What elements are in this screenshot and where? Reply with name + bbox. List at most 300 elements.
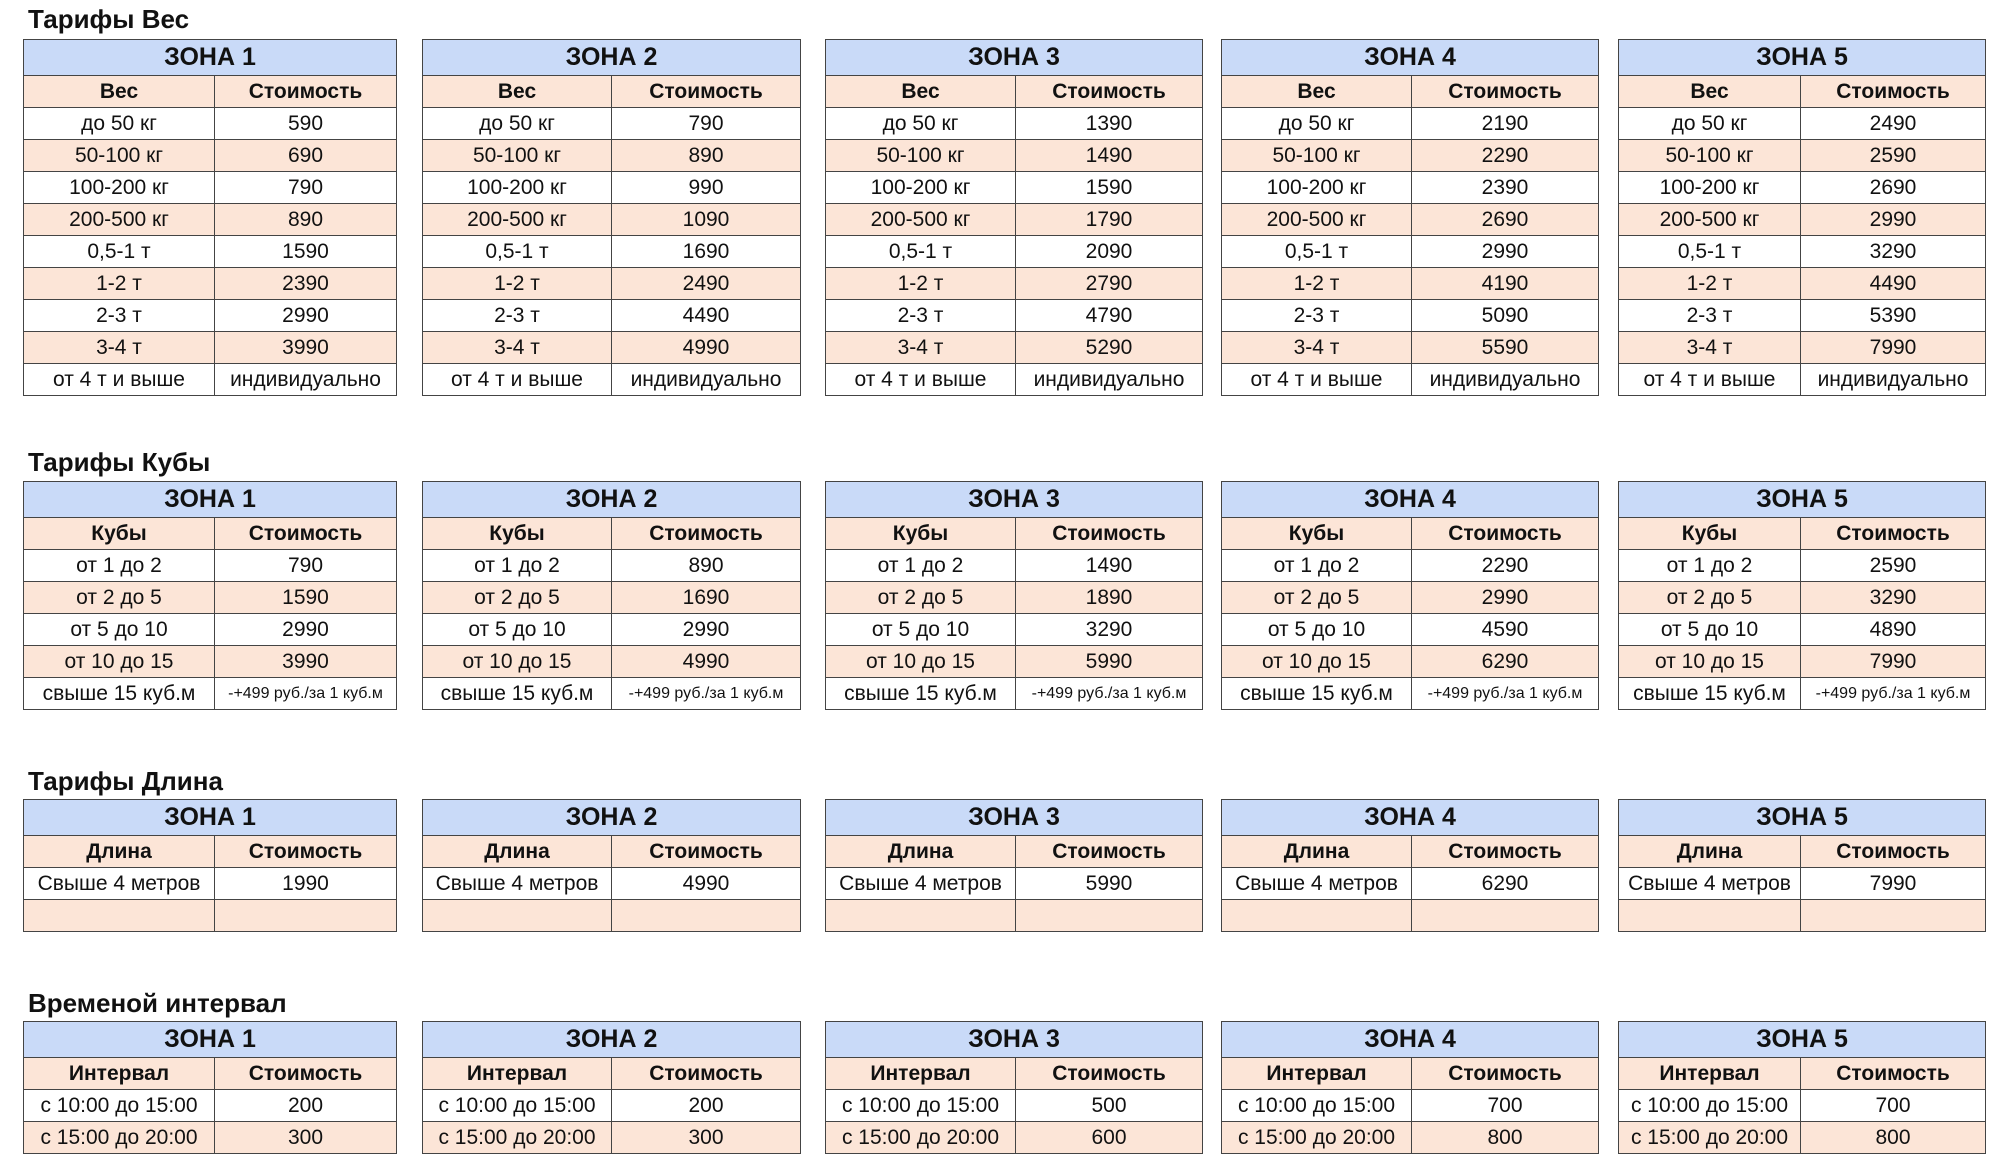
- table-row: [24, 1122, 396, 1153]
- row-cost: 300: [688, 1125, 724, 1149]
- section-title: Временой интервал: [28, 988, 287, 1018]
- table-row: [826, 172, 1202, 204]
- zone-table: [825, 1021, 1203, 1154]
- row-cost: индивидуально: [1817, 367, 1969, 391]
- table-row: [826, 900, 1202, 931]
- zone-header: ЗОНА 5: [1619, 800, 1985, 836]
- table-row: [423, 140, 800, 172]
- column-header-param: Вес: [1619, 76, 1801, 107]
- row-cost: 6290: [1481, 649, 1529, 673]
- zone-table: [23, 1021, 397, 1154]
- table-row: [1222, 614, 1598, 646]
- column-header-param: Вес: [826, 76, 1016, 107]
- table-row: [1619, 646, 1985, 678]
- table-row: [24, 900, 396, 931]
- row-label: 50-100 кг: [24, 140, 215, 171]
- column-header-row: [826, 1058, 1202, 1090]
- table-row: [826, 646, 1202, 678]
- row-cost: -+499 руб./за 1 куб.м: [1427, 684, 1583, 702]
- row-cost: 3290: [1869, 239, 1917, 263]
- row-cost: 1390: [1085, 111, 1133, 135]
- column-header-row: [1619, 518, 1985, 550]
- row-cost: 4990: [682, 871, 730, 895]
- row-label: до 50 кг: [423, 108, 612, 139]
- row-label: [1222, 900, 1412, 931]
- table-row: [24, 678, 396, 709]
- zone-table: [825, 481, 1203, 710]
- table-row: [1222, 900, 1598, 931]
- table-row: [423, 1090, 800, 1122]
- row-cost: 5990: [1085, 649, 1133, 673]
- table-row: [1222, 332, 1598, 364]
- column-header-param: Длина: [1222, 836, 1412, 867]
- row-cost: -+499 руб./за 1 куб.м: [628, 684, 784, 702]
- zone-table: [1221, 1021, 1599, 1154]
- row-label: 2-3 т: [1619, 300, 1801, 331]
- table-row: [1619, 900, 1985, 931]
- row-cost: 2990: [282, 617, 329, 641]
- row-label: 3-4 т: [1619, 332, 1801, 363]
- column-header-param: Длина: [24, 836, 215, 867]
- zone-header: ЗОНА 4: [1222, 40, 1598, 76]
- zone-table: [422, 799, 801, 932]
- row-label: [423, 900, 612, 931]
- row-label: 2-3 т: [826, 300, 1016, 331]
- table-row: [423, 268, 800, 300]
- row-label: свыше 15 куб.м: [423, 678, 612, 709]
- row-cost: 4890: [1869, 617, 1917, 641]
- table-row: [1619, 582, 1985, 614]
- row-cost: 4790: [1085, 303, 1133, 327]
- row-label: от 2 до 5: [826, 582, 1016, 613]
- row-cost: 7990: [1869, 649, 1917, 673]
- row-label: 0,5-1 т: [24, 236, 215, 267]
- zone-header: ЗОНА 2: [423, 800, 800, 836]
- table-row: [1619, 204, 1985, 236]
- column-header-param: Интервал: [24, 1058, 215, 1089]
- table-row: [1222, 268, 1598, 300]
- table-row: [1619, 140, 1985, 172]
- zone-table: [23, 481, 397, 710]
- table-row: [826, 300, 1202, 332]
- row-label: от 4 т и выше: [24, 364, 215, 395]
- row-label: 50-100 кг: [826, 140, 1016, 171]
- row-cost: 200: [287, 1093, 324, 1117]
- row-label: 100-200 кг: [24, 172, 215, 203]
- column-header-cost: Стоимость: [1448, 1061, 1562, 1085]
- row-cost: [612, 900, 800, 931]
- zone-table: [825, 39, 1203, 396]
- row-cost: 2290: [1481, 143, 1529, 167]
- row-label: 2-3 т: [1222, 300, 1412, 331]
- row-label: от 4 т и выше: [826, 364, 1016, 395]
- row-cost: 700: [1875, 1093, 1911, 1117]
- table-row: [423, 1122, 800, 1153]
- column-header-row: [1222, 518, 1598, 550]
- column-header-cost: Стоимость: [1836, 521, 1950, 545]
- table-row: [24, 550, 396, 582]
- table-row: [24, 204, 396, 236]
- row-cost: 4590: [1481, 617, 1529, 641]
- row-cost: 2590: [1869, 553, 1917, 577]
- table-row: [24, 268, 396, 300]
- row-cost: 2990: [1481, 585, 1529, 609]
- row-cost: 2690: [1481, 207, 1529, 231]
- table-row: [826, 364, 1202, 395]
- column-header-row: [24, 1058, 396, 1090]
- table-row: [1222, 140, 1598, 172]
- row-label: [24, 900, 215, 931]
- column-header-param: Интервал: [1619, 1058, 1801, 1089]
- table-row: [24, 140, 396, 172]
- table-row: [826, 1090, 1202, 1122]
- zone-table: [1221, 39, 1599, 396]
- column-header-cost: Стоимость: [1836, 839, 1950, 863]
- table-row: [1222, 236, 1598, 268]
- table-row: [826, 108, 1202, 140]
- column-header-cost: Стоимость: [248, 79, 363, 103]
- table-row: [826, 614, 1202, 646]
- row-label: Свыше 4 метров: [826, 868, 1016, 899]
- row-cost: -+499 руб./за 1 куб.м: [1031, 684, 1187, 702]
- column-header-cost: Стоимость: [649, 521, 763, 545]
- row-cost: [215, 900, 396, 931]
- row-cost: 2390: [1481, 175, 1529, 199]
- table-row: [423, 550, 800, 582]
- row-label: 1-2 т: [826, 268, 1016, 299]
- table-row: [1619, 268, 1985, 300]
- row-cost: 1990: [282, 871, 329, 895]
- table-row: [1619, 868, 1985, 900]
- table-row: [1222, 300, 1598, 332]
- table-row: [826, 550, 1202, 582]
- row-label: свыше 15 куб.м: [1222, 678, 1412, 709]
- row-cost: 5290: [1085, 335, 1133, 359]
- row-label: с 10:00 до 15:00: [1222, 1090, 1412, 1121]
- table-row: [1222, 172, 1598, 204]
- table-row: [423, 646, 800, 678]
- row-label: 1-2 т: [24, 268, 215, 299]
- row-cost: 4490: [1869, 271, 1917, 295]
- row-cost: 790: [688, 111, 724, 135]
- table-row: [1222, 550, 1598, 582]
- column-header-cost: Стоимость: [1836, 1061, 1950, 1085]
- table-row: [1222, 1122, 1598, 1153]
- row-cost: 3990: [282, 649, 329, 673]
- row-label: от 5 до 10: [1619, 614, 1801, 645]
- row-cost: 2990: [1869, 207, 1917, 231]
- table-row: [423, 300, 800, 332]
- column-header-cost: Стоимость: [248, 1061, 363, 1085]
- section-title: Тарифы Вес: [28, 4, 190, 34]
- row-label: 3-4 т: [423, 332, 612, 363]
- column-header-cost: Стоимость: [1448, 839, 1562, 863]
- row-cost: 790: [287, 175, 324, 199]
- table-row: [24, 332, 396, 364]
- column-header-row: [1222, 836, 1598, 868]
- row-cost: 890: [287, 207, 324, 231]
- row-label: 50-100 кг: [1619, 140, 1801, 171]
- column-header-param: Кубы: [826, 518, 1016, 549]
- row-label: 200-500 кг: [826, 204, 1016, 235]
- column-header-param: Кубы: [24, 518, 215, 549]
- row-cost: 7990: [1869, 335, 1917, 359]
- zone-table: [825, 799, 1203, 932]
- table-row: [826, 332, 1202, 364]
- table-row: [1222, 678, 1598, 709]
- row-label: с 10:00 до 15:00: [1619, 1090, 1801, 1121]
- zone-header: ЗОНА 4: [1222, 800, 1598, 836]
- row-cost: 5590: [1481, 335, 1529, 359]
- row-cost: 500: [1091, 1093, 1127, 1117]
- table-row: [1619, 172, 1985, 204]
- row-cost: 3290: [1869, 585, 1917, 609]
- column-header-param: Длина: [826, 836, 1016, 867]
- column-header-cost: Стоимость: [1052, 1061, 1166, 1085]
- row-label: 2-3 т: [423, 300, 612, 331]
- column-header-param: Кубы: [1619, 518, 1801, 549]
- table-row: [1619, 1122, 1985, 1153]
- row-cost: -+499 руб./за 1 куб.м: [228, 684, 383, 702]
- column-header-cost: Стоимость: [649, 79, 763, 103]
- zone-header: ЗОНА 1: [24, 40, 396, 76]
- column-header-row: [24, 76, 396, 108]
- row-cost: 1590: [1085, 175, 1133, 199]
- row-label: с 15:00 до 20:00: [24, 1122, 215, 1153]
- table-row: [826, 236, 1202, 268]
- row-label: от 2 до 5: [1619, 582, 1801, 613]
- table-row: [826, 268, 1202, 300]
- row-cost: индивидуально: [630, 367, 782, 391]
- row-label: от 2 до 5: [24, 582, 215, 613]
- row-label: от 1 до 2: [24, 550, 215, 581]
- table-row: [826, 204, 1202, 236]
- row-label: с 10:00 до 15:00: [826, 1090, 1016, 1121]
- row-label: свыше 15 куб.м: [1619, 678, 1801, 709]
- row-cost: 990: [688, 175, 724, 199]
- row-label: до 50 кг: [24, 108, 215, 139]
- row-label: [1619, 900, 1801, 931]
- row-label: Свыше 4 метров: [1619, 868, 1801, 899]
- row-label: 200-500 кг: [423, 204, 612, 235]
- row-cost: [1016, 900, 1202, 931]
- row-cost: 5090: [1481, 303, 1529, 327]
- table-row: [423, 108, 800, 140]
- zone-table: [422, 39, 801, 396]
- row-label: 0,5-1 т: [423, 236, 612, 267]
- row-cost: 4990: [682, 335, 730, 359]
- table-row: [24, 108, 396, 140]
- table-row: [1222, 108, 1598, 140]
- row-label: 50-100 кг: [1222, 140, 1412, 171]
- row-label: от 2 до 5: [423, 582, 612, 613]
- row-label: от 5 до 10: [24, 614, 215, 645]
- column-header-param: Интервал: [826, 1058, 1016, 1089]
- zone-header: ЗОНА 2: [423, 40, 800, 76]
- row-label: с 15:00 до 20:00: [423, 1122, 612, 1153]
- table-row: [1619, 300, 1985, 332]
- table-row: [24, 868, 396, 900]
- column-header-cost: Стоимость: [1836, 79, 1950, 103]
- table-row: [1222, 646, 1598, 678]
- row-label: с 15:00 до 20:00: [1619, 1122, 1801, 1153]
- row-label: от 1 до 2: [1619, 550, 1801, 581]
- column-header-row: [24, 518, 396, 550]
- column-header-row: [423, 76, 800, 108]
- column-header-cost: Стоимость: [649, 839, 763, 863]
- table-row: [24, 300, 396, 332]
- table-row: [423, 364, 800, 395]
- zone-header: ЗОНА 1: [24, 482, 396, 518]
- zone-table: [23, 799, 397, 932]
- zone-table: [1618, 39, 1986, 396]
- column-header-param: Вес: [24, 76, 215, 107]
- row-label: от 4 т и выше: [1222, 364, 1412, 395]
- row-cost: 300: [287, 1125, 324, 1149]
- zone-header: ЗОНА 3: [826, 800, 1202, 836]
- row-cost: 3290: [1085, 617, 1133, 641]
- column-header-row: [423, 518, 800, 550]
- zone-header: ЗОНА 1: [24, 1022, 396, 1058]
- row-label: до 50 кг: [1619, 108, 1801, 139]
- row-label: 100-200 кг: [423, 172, 612, 203]
- table-row: [423, 172, 800, 204]
- table-row: [826, 1122, 1202, 1153]
- column-header-cost: Стоимость: [1052, 79, 1166, 103]
- table-row: [1619, 614, 1985, 646]
- row-label: 100-200 кг: [1222, 172, 1412, 203]
- zone-table: [422, 1021, 801, 1154]
- zone-header: ЗОНА 3: [826, 482, 1202, 518]
- column-header-param: Кубы: [1222, 518, 1412, 549]
- column-header-row: [826, 76, 1202, 108]
- row-cost: 2690: [1869, 175, 1917, 199]
- row-cost: 6290: [1481, 871, 1529, 895]
- row-label: от 4 т и выше: [423, 364, 612, 395]
- row-cost: 1790: [1085, 207, 1133, 231]
- row-label: от 5 до 10: [423, 614, 612, 645]
- row-cost: 800: [1875, 1125, 1911, 1149]
- row-label: свыше 15 куб.м: [24, 678, 215, 709]
- row-cost: 2190: [1481, 111, 1529, 135]
- row-label: с 10:00 до 15:00: [24, 1090, 215, 1121]
- row-cost: 890: [688, 553, 724, 577]
- zone-header: ЗОНА 4: [1222, 1022, 1598, 1058]
- column-header-param: Длина: [1619, 836, 1801, 867]
- row-cost: 2590: [1869, 143, 1917, 167]
- row-cost: 790: [287, 553, 324, 577]
- table-row: [423, 236, 800, 268]
- table-row: [423, 900, 800, 931]
- row-cost: 4990: [682, 649, 730, 673]
- column-header-row: [24, 836, 396, 868]
- row-cost: 2390: [282, 271, 329, 295]
- row-label: от 10 до 15: [423, 646, 612, 677]
- column-header-cost: Стоимость: [1052, 521, 1166, 545]
- row-label: с 15:00 до 20:00: [1222, 1122, 1412, 1153]
- row-label: от 1 до 2: [826, 550, 1016, 581]
- row-label: Свыше 4 метров: [1222, 868, 1412, 899]
- table-row: [423, 332, 800, 364]
- table-row: [423, 204, 800, 236]
- row-cost: 2490: [682, 271, 730, 295]
- section-title: Тарифы Длина: [28, 766, 223, 796]
- row-label: до 50 кг: [826, 108, 1016, 139]
- zone-header: ЗОНА 1: [24, 800, 396, 836]
- row-label: 3-4 т: [1222, 332, 1412, 363]
- row-label: от 1 до 2: [1222, 550, 1412, 581]
- zone-header: ЗОНА 2: [423, 482, 800, 518]
- row-cost: 2990: [1481, 239, 1529, 263]
- zone-table: [1618, 1021, 1986, 1154]
- table-row: [423, 582, 800, 614]
- row-cost: 590: [287, 111, 324, 135]
- column-header-row: [826, 836, 1202, 868]
- row-cost: 5990: [1085, 871, 1133, 895]
- table-row: [24, 582, 396, 614]
- row-cost: 7990: [1869, 871, 1917, 895]
- column-header-row: [423, 836, 800, 868]
- column-header-param: Кубы: [423, 518, 612, 549]
- column-header-param: Длина: [423, 836, 612, 867]
- row-cost: 4490: [682, 303, 730, 327]
- table-row: [1222, 868, 1598, 900]
- row-cost: [1412, 900, 1598, 931]
- row-cost: 600: [1091, 1125, 1127, 1149]
- row-cost: 5390: [1869, 303, 1917, 327]
- column-header-param: Вес: [1222, 76, 1412, 107]
- zone-table: [1618, 799, 1986, 932]
- row-label: от 10 до 15: [1619, 646, 1801, 677]
- row-label: 0,5-1 т: [1222, 236, 1412, 267]
- column-header-param: Интервал: [423, 1058, 612, 1089]
- row-cost: 1690: [682, 585, 730, 609]
- row-cost: 2290: [1481, 553, 1529, 577]
- column-header-cost: Стоимость: [1052, 839, 1166, 863]
- row-cost: 1490: [1085, 143, 1133, 167]
- table-row: [24, 364, 396, 395]
- row-label: 200-500 кг: [1222, 204, 1412, 235]
- row-label: 1-2 т: [423, 268, 612, 299]
- row-label: от 2 до 5: [1222, 582, 1412, 613]
- table-row: [24, 172, 396, 204]
- zone-header: ЗОНА 4: [1222, 482, 1598, 518]
- row-label: от 1 до 2: [423, 550, 612, 581]
- row-cost: 1090: [682, 207, 730, 231]
- table-row: [24, 646, 396, 678]
- zone-header: ЗОНА 3: [826, 1022, 1202, 1058]
- row-cost: индивидуально: [230, 367, 381, 391]
- table-row: [423, 678, 800, 709]
- zone-table: [1618, 481, 1986, 710]
- row-label: от 5 до 10: [826, 614, 1016, 645]
- row-cost: индивидуально: [1429, 367, 1581, 391]
- row-label: [826, 900, 1016, 931]
- row-cost: 1590: [282, 585, 329, 609]
- row-cost: 3990: [282, 335, 329, 359]
- table-row: [1222, 364, 1598, 395]
- table-row: [423, 614, 800, 646]
- column-header-row: [1222, 1058, 1598, 1090]
- column-header-param: Интервал: [1222, 1058, 1412, 1089]
- zone-table: [23, 39, 397, 396]
- column-header-row: [1619, 1058, 1985, 1090]
- row-label: от 4 т и выше: [1619, 364, 1801, 395]
- column-header-row: [1619, 76, 1985, 108]
- zone-table: [422, 481, 801, 710]
- table-row: [826, 678, 1202, 709]
- zone-header: ЗОНА 5: [1619, 1022, 1985, 1058]
